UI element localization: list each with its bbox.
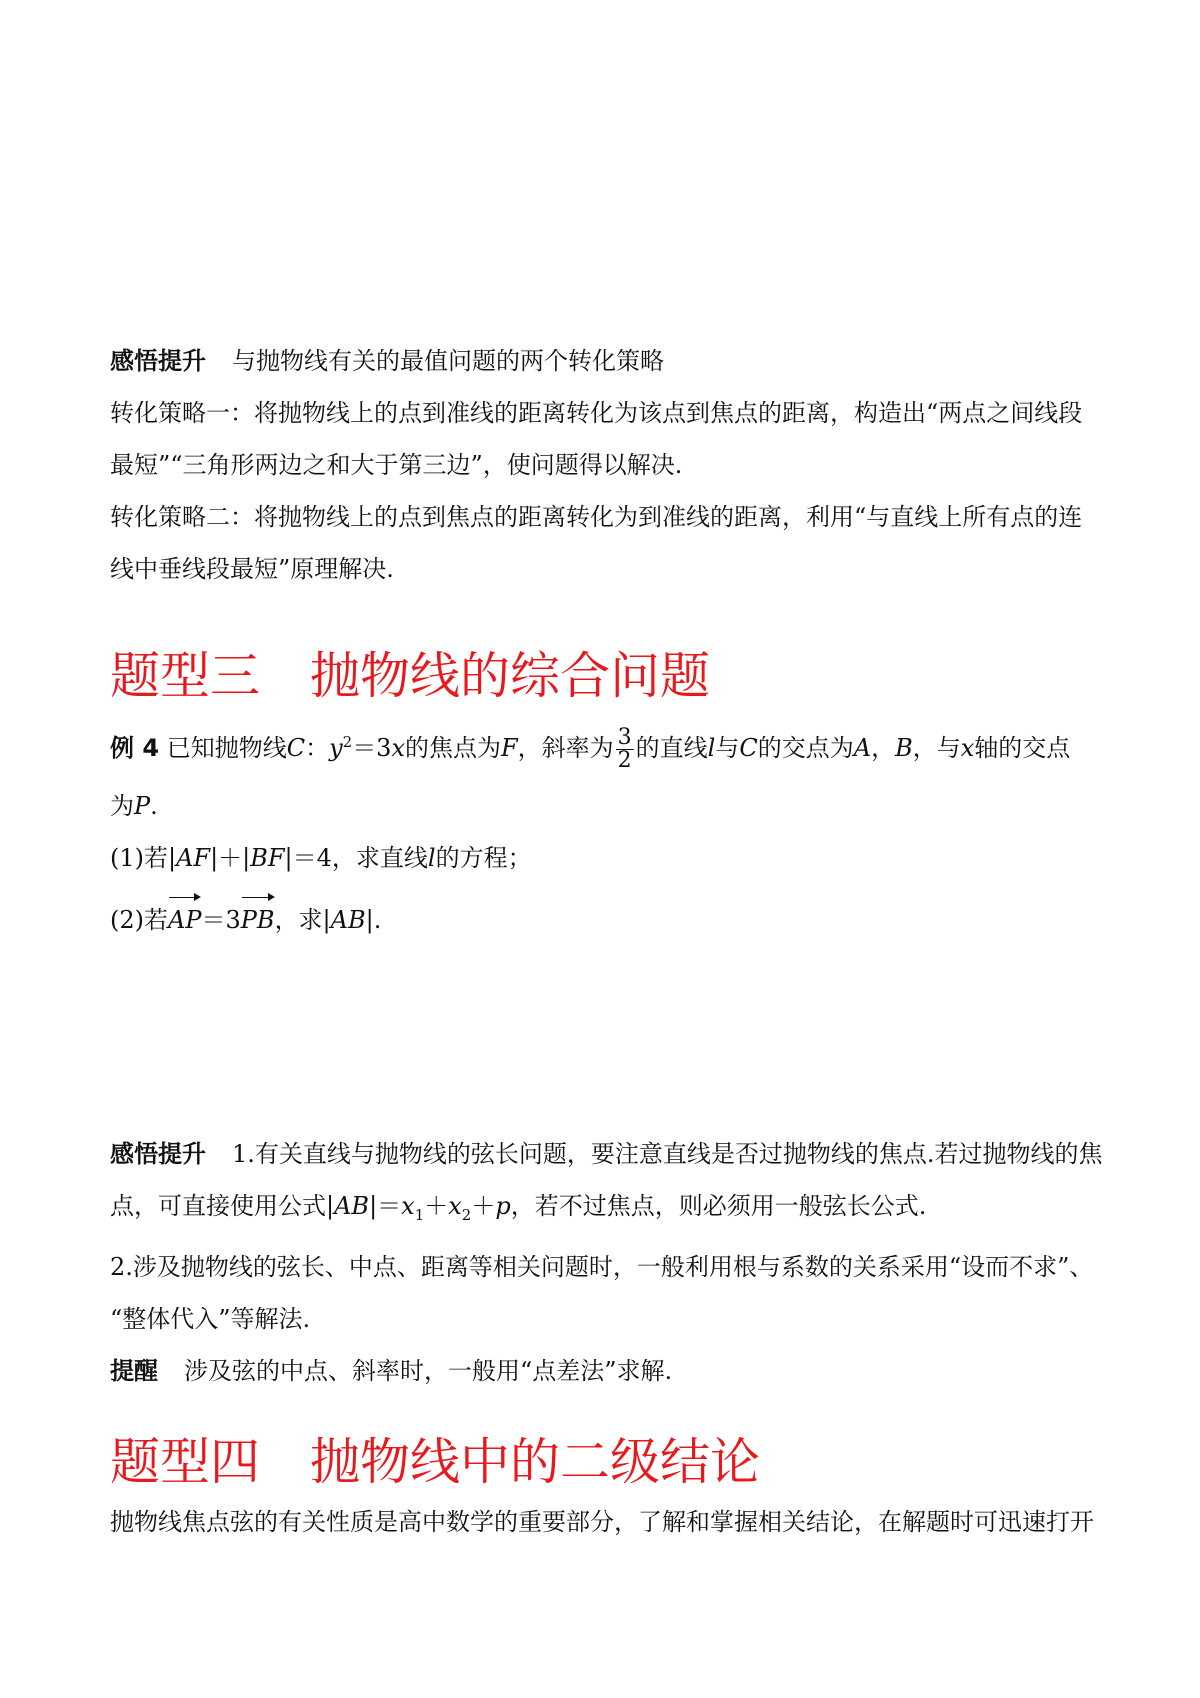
var-f: F <box>501 734 518 762</box>
insight-heading <box>110 335 1100 387</box>
exponent: 2 <box>342 733 353 751</box>
var-c: C <box>286 734 306 762</box>
example-text: 轴的交点 <box>974 734 1071 762</box>
insight-2-text: 点，可直接使用公式| <box>110 1192 335 1220</box>
var-x2: x <box>448 1192 462 1220</box>
example-text: ，与 <box>912 734 961 762</box>
fraction-numerator: 3 <box>617 725 632 750</box>
insight-2-text: 1.有关直线与抛物线的弦长问题，要注意直线是否过抛物线的焦点.若过抛物线的焦 <box>232 1140 1103 1168</box>
var-af: AF <box>176 844 211 872</box>
var-ab: AB <box>330 906 366 934</box>
q1-text: |＝4，求直线 <box>284 844 428 872</box>
section-4-title: 题型四 抛物线中的二级结论 <box>110 1433 760 1491</box>
var-l: l <box>707 734 716 762</box>
var-c: C <box>739 734 758 762</box>
q1-text: |＋| <box>210 844 251 872</box>
insight-2-text: ＋ <box>424 1192 449 1220</box>
insight-block-1 <box>110 335 1100 595</box>
strategy-1-line-2: 最短”“三角形两边之和大于第三边”，使问题得以解决. <box>110 451 683 479</box>
insight-block-2 <box>110 1128 1103 1397</box>
insight-2-line-2 <box>110 1180 1100 1241</box>
var-y: y <box>329 734 343 762</box>
insight-2-line-1 <box>110 1128 1103 1180</box>
reminder-label: 提醒 <box>110 1356 158 1385</box>
insight-label: 感悟提升 <box>110 1140 206 1168</box>
insight-2-text: ，若不过焦点，则必须用一般弦长公式. <box>510 1192 927 1220</box>
var-b: B <box>895 734 913 762</box>
example-text: ， <box>871 734 896 762</box>
example-text: 与 <box>715 734 740 762</box>
intro-line-1: 抛物线焦点弦的有关性质是高中数学的重要部分，了解和掌握相关结论，在解题时可迅速打开 <box>110 1508 1094 1536</box>
q1-text: 的方程； <box>435 844 532 872</box>
fraction <box>616 727 634 772</box>
insight-title: 与抛物线有关的最值问题的两个转化策略 <box>232 347 664 375</box>
question-2 <box>110 894 1100 946</box>
vector-pb: PB <box>241 894 275 946</box>
strategy-1-line-1: 转化策略一：将抛物线上的点到准线的距离转化为该点到焦点的距离，构造出“两点之间线段 <box>110 399 1083 427</box>
section-3-title: 题型三 抛物线的综合问题 <box>110 647 710 705</box>
strategy-2-line-2: 线中垂线段最短”原理解决. <box>110 555 394 583</box>
example-text: 的交点为 <box>757 734 854 762</box>
fraction-denominator: 2 <box>617 748 632 773</box>
var-x: x <box>391 734 406 762</box>
q2-text: ＝3 <box>201 906 241 934</box>
example-text: 已知抛物线 <box>166 734 287 762</box>
vector-ap: AP <box>168 894 201 946</box>
example-4 <box>110 712 1100 946</box>
var-p: P <box>134 792 151 820</box>
insight-2-line-4: “整体代入”等解法. <box>110 1304 311 1333</box>
insight-2-text: ＋ <box>471 1192 496 1220</box>
insight-2-line-3: 2.涉及抛物线的弦长、中点、距离等相关问题时，一般利用根与系数的关系采用“设而不求”、 <box>110 1252 1094 1281</box>
question-1 <box>110 832 1100 884</box>
q1-text: (1)若| <box>110 844 177 872</box>
strategy-2-line-1: 转化策略二：将抛物线上的点到焦点的距离转化为到准线的距离，利用“与直线上所有点的连 <box>110 503 1083 531</box>
example-4-line-1 <box>110 712 1100 778</box>
var-a: A <box>853 734 872 762</box>
var-ab: AB <box>334 1192 370 1220</box>
section-4-intro <box>110 1496 1100 1548</box>
q2-text: |. <box>365 906 382 934</box>
reminder-text: 涉及弦的中点、斜率时，一般用“点差法”求解. <box>184 1356 673 1385</box>
example-label: 例 4 <box>110 734 160 762</box>
var-l: l <box>427 844 436 872</box>
example-text: 的焦点为 <box>405 734 502 762</box>
subscript: 2 <box>461 1205 472 1224</box>
example-text: ，斜率为 <box>517 734 614 762</box>
example-text: ： <box>305 734 330 762</box>
example-text: ＝3 <box>352 734 392 762</box>
subscript: 1 <box>414 1205 425 1224</box>
q2-text: ，求| <box>274 906 331 934</box>
q2-text: (2)若 <box>110 906 168 934</box>
var-x1: x <box>401 1192 415 1220</box>
var-bf: BF <box>250 844 285 872</box>
var-p: p <box>495 1192 511 1220</box>
var-x: x <box>960 734 975 762</box>
example-4-line-2 <box>110 780 1100 832</box>
example-text: . <box>150 792 158 820</box>
example-text: 的直线 <box>635 734 708 762</box>
example-text: 为 <box>110 792 134 820</box>
reminder <box>110 1345 1100 1397</box>
insight-2-text: |＝ <box>369 1192 402 1220</box>
insight-label: 感悟提升 <box>110 347 206 375</box>
